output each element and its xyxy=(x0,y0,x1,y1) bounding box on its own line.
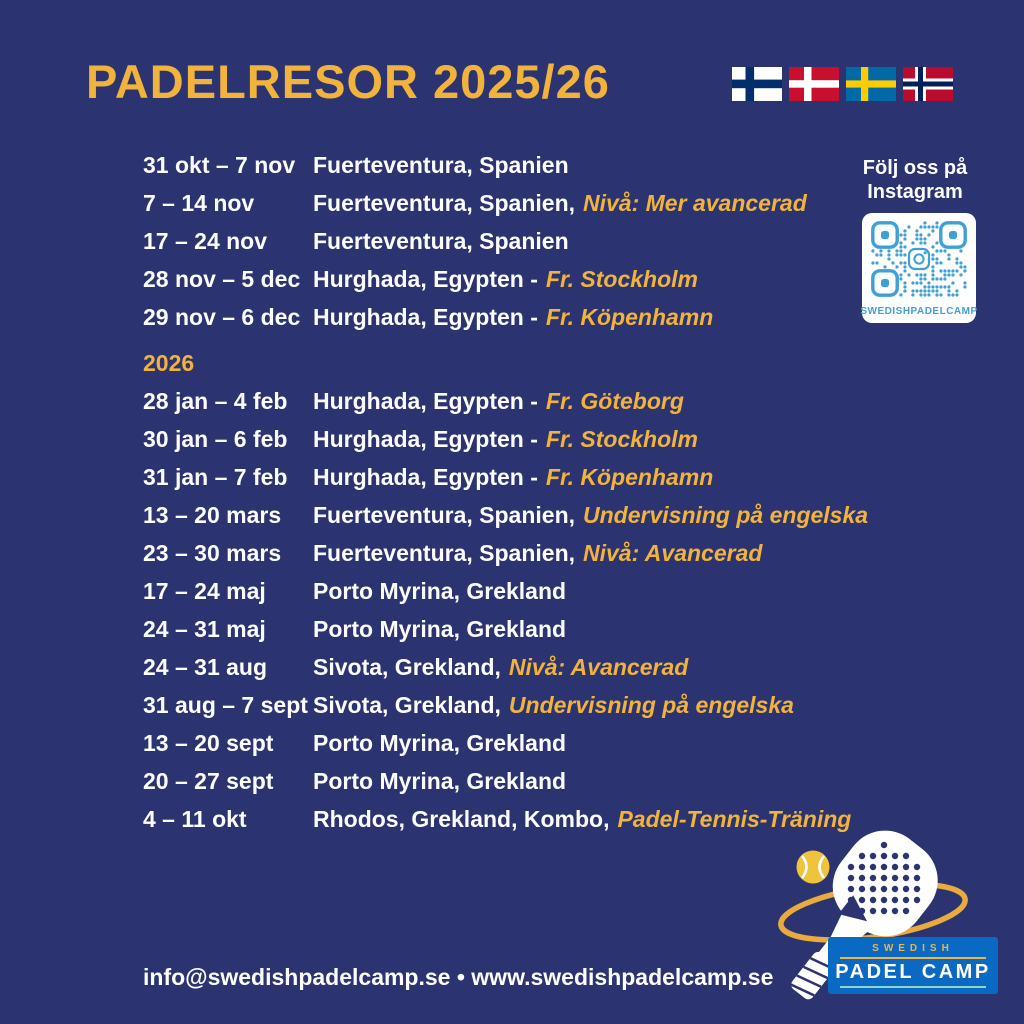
trip-note: Fr. Stockholm xyxy=(545,425,698,452)
trip-date: 29 nov – 6 dec xyxy=(143,303,301,330)
trip-destination: Porto Myrina, Grekland xyxy=(313,577,567,604)
schedule-row xyxy=(143,260,883,298)
logo-gold-rule xyxy=(840,957,986,959)
trip-date: 31 okt – 7 nov xyxy=(143,151,296,178)
trip-date: 13 – 20 mars xyxy=(143,501,282,528)
trip-note: Nivå: Avancerad xyxy=(583,539,763,566)
trip-date: 31 aug – 7 sept xyxy=(143,691,308,718)
schedule-row xyxy=(143,724,883,762)
schedule-row xyxy=(143,572,883,610)
schedule-row xyxy=(143,648,883,686)
trip-date: 17 – 24 nov xyxy=(143,227,268,254)
trip-note: Undervisning på engelska xyxy=(508,691,794,718)
schedule-2026 xyxy=(143,382,883,838)
schedule-row xyxy=(143,534,883,572)
trip-date: 20 – 27 sept xyxy=(143,767,274,794)
trip-destination: Porto Myrina, Grekland xyxy=(313,615,567,642)
schedule-row xyxy=(143,420,883,458)
trip-destination: Porto Myrina, Grekland xyxy=(313,729,567,756)
trip-destination: Hurghada, Egypten - xyxy=(313,265,538,292)
schedule-row xyxy=(143,298,883,336)
trip-date: 28 jan – 4 feb xyxy=(143,387,288,414)
trip-destination: Fuerteventura, Spanien, xyxy=(313,189,576,216)
logo-teal-rule xyxy=(840,986,986,988)
logo-swedish-label: SWEDISH xyxy=(872,943,954,954)
schedule-row xyxy=(143,762,883,800)
flag-row xyxy=(732,67,953,101)
qr-code-icon xyxy=(871,221,967,297)
norway-flag-icon xyxy=(903,67,953,101)
page-title: PADELRESOR 2025/26 xyxy=(86,55,610,108)
trip-date: 24 – 31 aug xyxy=(143,653,268,680)
trip-destination: Rhodos, Grekland, Kombo, xyxy=(313,805,610,832)
trip-date: 17 – 24 maj xyxy=(143,577,266,604)
trip-destination: Fuerteventura, Spanien, xyxy=(313,539,576,566)
trip-note: Nivå: Avancerad xyxy=(508,653,689,680)
trip-date: 4 – 11 okt xyxy=(143,805,247,832)
schedule-row xyxy=(143,496,883,534)
trip-note: Fr. Stockholm xyxy=(545,265,698,292)
trip-note: Fr. Göteborg xyxy=(545,387,684,414)
trip-destination: Hurghada, Egypten - xyxy=(313,387,538,414)
trip-date: 24 – 31 maj xyxy=(143,615,266,642)
trip-date: 23 – 30 mars xyxy=(143,539,282,566)
logo-padel-camp-label: PADEL CAMP xyxy=(835,961,991,983)
contact-footer: info@swedishpadelcamp.se • www.swedishpadelcamp.se xyxy=(143,964,774,990)
follow-line-2: Instagram xyxy=(867,181,963,203)
schedule-row xyxy=(143,686,883,724)
sweden-flag-icon xyxy=(846,67,896,101)
trip-note: Fr. Köpenhamn xyxy=(545,463,714,490)
trip-note: Nivå: Mer avancerad xyxy=(583,189,807,216)
follow-line-1: Följ oss på xyxy=(862,157,968,179)
trip-destination: Fuerteventura, Spanien xyxy=(313,151,569,178)
trip-destination: Hurghada, Egypten - xyxy=(313,425,538,452)
denmark-flag-icon xyxy=(789,67,839,101)
finland-flag-icon xyxy=(732,67,782,101)
trip-date: 31 jan – 7 feb xyxy=(143,463,288,490)
year-header: 2026 xyxy=(143,349,195,376)
trip-schedule xyxy=(143,146,883,838)
trip-note: Fr. Köpenhamn xyxy=(545,303,714,330)
trip-destination: Porto Myrina, Grekland xyxy=(313,767,567,794)
trip-destination: Sivota, Grekland, xyxy=(313,653,501,680)
trip-date: 13 – 20 sept xyxy=(143,729,274,756)
padel-ball-icon xyxy=(797,851,830,884)
padel-camp-logo-box xyxy=(828,937,998,994)
trip-note: Padel-Tennis-Träning xyxy=(617,805,852,832)
trip-destination: Fuerteventura, Spanien, xyxy=(313,501,576,528)
trip-destination: Sivota, Grekland, xyxy=(313,691,501,718)
trip-destination: Fuerteventura, Spanien xyxy=(313,227,569,254)
schedule-row xyxy=(143,222,883,260)
schedule-row xyxy=(143,146,883,184)
schedule-row xyxy=(143,184,883,222)
trip-destination: Hurghada, Egypten - xyxy=(313,303,538,330)
instagram-qr-card xyxy=(862,213,976,323)
qr-handle-label: SWEDISHPADELCAMP xyxy=(860,306,978,317)
trip-date: 7 – 14 nov xyxy=(143,189,255,216)
trip-date: 28 nov – 5 dec xyxy=(143,265,301,292)
schedule-row xyxy=(143,610,883,648)
instagram-follow-text xyxy=(840,156,990,204)
schedule-2025 xyxy=(143,146,883,336)
schedule-row xyxy=(143,382,883,420)
schedule-row xyxy=(143,458,883,496)
trip-note: Undervisning på engelska xyxy=(583,501,869,528)
trip-destination: Hurghada, Egypten - xyxy=(313,463,538,490)
trip-date: 30 jan – 6 feb xyxy=(143,425,288,452)
